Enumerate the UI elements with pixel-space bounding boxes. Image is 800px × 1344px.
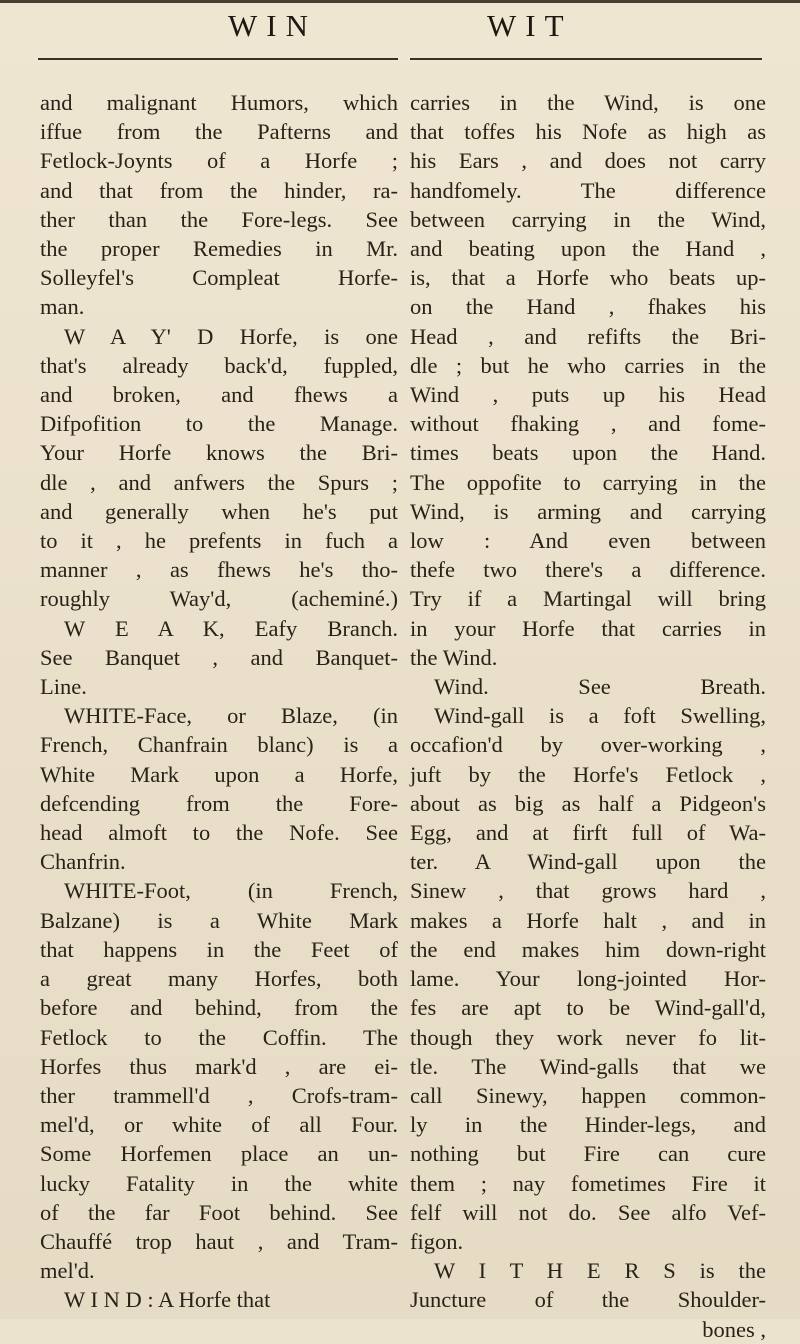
text-line: and beating upon the Hand , (410, 236, 766, 262)
text-line: between carrying in the Wind, (410, 206, 766, 232)
text-line: Try if a Martingal will bring (410, 586, 766, 612)
top-border-rule (0, 0, 800, 3)
text-line: WHITE-Face, or Blaze, (in (64, 703, 398, 729)
text-line: W E A K, Eafy Branch. (64, 615, 398, 641)
text-line: low : And even between (410, 528, 766, 554)
text-line: Difpofition to the Manage. (40, 411, 398, 437)
running-head-right: WIT (487, 8, 573, 43)
text-line: Wind. See Breath. (434, 674, 766, 700)
text-line: Some Horfemen place an un- (40, 1141, 398, 1167)
text-line: ter. A Wind-gall upon the (410, 849, 766, 875)
text-line: occafion'd by over-working , (410, 732, 766, 758)
text-line: lame. Your long-jointed Hor- (410, 966, 766, 992)
text-line: figon. (410, 1228, 464, 1254)
text-line: call Sinewy, happen common- (410, 1082, 766, 1108)
text-line: lucky Fatality in the white (40, 1170, 398, 1196)
text-line: and that from the hinder, ra- (40, 177, 398, 203)
text-line: roughly Way'd, (acheminé.) (40, 586, 398, 612)
text-line: Balzane) is a White Mark (40, 907, 398, 933)
text-line: the Wind. (410, 644, 498, 670)
text-line: the end makes him down-right (410, 936, 766, 962)
text-line: dle ; but he who carries in the (410, 352, 766, 378)
text-line: that's already back'd, fuppled, (40, 352, 398, 378)
text-line: Wind, is arming and carrying (410, 498, 766, 524)
text-line: makes a Horfe halt , and in (410, 907, 766, 933)
text-line: Chanfrin. (40, 849, 126, 875)
text-line: and malignant Humors, which (40, 90, 398, 115)
text-line: of the far Foot behind. See (40, 1199, 398, 1225)
text-line: handfomely. The difference (410, 177, 766, 203)
text-line: Egg, and at firft full of Wa- (410, 820, 766, 846)
text-line: W I T H E R S is the (434, 1258, 766, 1284)
text-line: carries in the Wind, is one (410, 90, 766, 115)
text-line: mel'd. (40, 1258, 95, 1284)
text-line: Wind , puts up his Head (410, 382, 766, 408)
text-line: See Banquet , and Banquet- (40, 644, 398, 670)
text-line: ther than the Fore-legs. See (40, 206, 398, 232)
text-line: man. (40, 294, 85, 320)
head-rule-left (38, 58, 398, 60)
text-line: defcending from the Fore- (40, 790, 398, 816)
text-line: to it , he prefents in fuch a (40, 528, 398, 554)
text-line: is, that a Horfe who beats up- (410, 265, 766, 291)
text-line: Wind-gall is a foft Swelling, (434, 703, 766, 729)
running-head-left: WIN (228, 8, 317, 43)
text-line: the proper Remedies in Mr. (40, 236, 398, 262)
head-rule-right (410, 58, 762, 60)
text-line: that toffes his Nofe as high as (410, 119, 766, 145)
text-line: ther trammell'd , Crofs-tram- (40, 1082, 398, 1108)
text-line: ly in the Hinder-legs, and (410, 1112, 766, 1138)
text-line: White Mark upon a Horfe, (40, 761, 398, 787)
text-line: iffue from the Pafterns and (40, 119, 398, 145)
text-line: nothing but Fire can cure (410, 1141, 766, 1167)
text-line: mel'd, or white of all Four. (40, 1112, 398, 1138)
text-line: dle , and anfwers the Spurs ; (40, 469, 398, 495)
text-line: Line. (40, 674, 87, 700)
text-line: bones , (702, 1316, 766, 1342)
text-line: thefe two there's a difference. (410, 557, 766, 583)
text-line: his Ears , and does not carry (410, 148, 766, 174)
text-line: Sinew , that grows hard , (410, 878, 766, 904)
text-line: on the Hand , fhakes his (410, 294, 766, 320)
text-line: about as big as half a Pidgeon's (410, 790, 766, 816)
text-line: Solleyfel's Compleat Horfe- (40, 265, 398, 291)
text-line: times beats upon the Hand. (410, 440, 766, 466)
text-line: in your Horfe that carries in (410, 615, 766, 641)
text-line: Juncture of the Shoulder- (410, 1287, 766, 1313)
text-line: Fetlock-Joynts of a Horfe ; (40, 148, 398, 174)
text-line: Your Horfe knows the Bri- (40, 440, 398, 466)
text-line: fes are apt to be Wind-gall'd, (410, 995, 766, 1021)
right-column (410, 88, 766, 1344)
text-line: and generally when he's put (40, 498, 398, 524)
text-line: Fetlock to the Coffin. The (40, 1024, 398, 1050)
text-line: juft by the Horfe's Fetlock , (410, 761, 766, 787)
text-line: W A Y' D Horfe, is one (64, 323, 398, 349)
text-line: The oppofite to carrying in the (410, 469, 766, 495)
text-line: and broken, and fhews a (40, 382, 398, 408)
text-line: Horfes thus mark'd , are ei- (40, 1053, 398, 1079)
text-line: without fhaking , and fome- (410, 411, 766, 437)
text-line: that happens in the Feet of (40, 936, 398, 962)
text-line: Head , and refifts the Bri- (410, 323, 766, 349)
text-line: head almoft to the Nofe. See (40, 820, 398, 846)
text-line: felf will not do. See alfo Vef- (410, 1199, 766, 1225)
text-line: WHITE-Foot, (in French, (64, 878, 398, 904)
text-line: though they work never fo lit- (410, 1024, 766, 1050)
text-line: tle. The Wind-galls that we (410, 1053, 766, 1079)
text-line: them ; nay fometimes Fire it (410, 1170, 766, 1196)
text-line: manner , as fhews he's tho- (40, 557, 398, 583)
text-line: Chauffé trop haut , and Tram- (40, 1228, 398, 1254)
text-line: a great many Horfes, both (40, 966, 398, 992)
text-line: before and behind, from the (40, 995, 398, 1021)
left-column (40, 88, 398, 1315)
text-line: W I N D : A Horfe that (64, 1287, 271, 1313)
text-line: French, Chanfrain blanc) is a (40, 732, 398, 758)
